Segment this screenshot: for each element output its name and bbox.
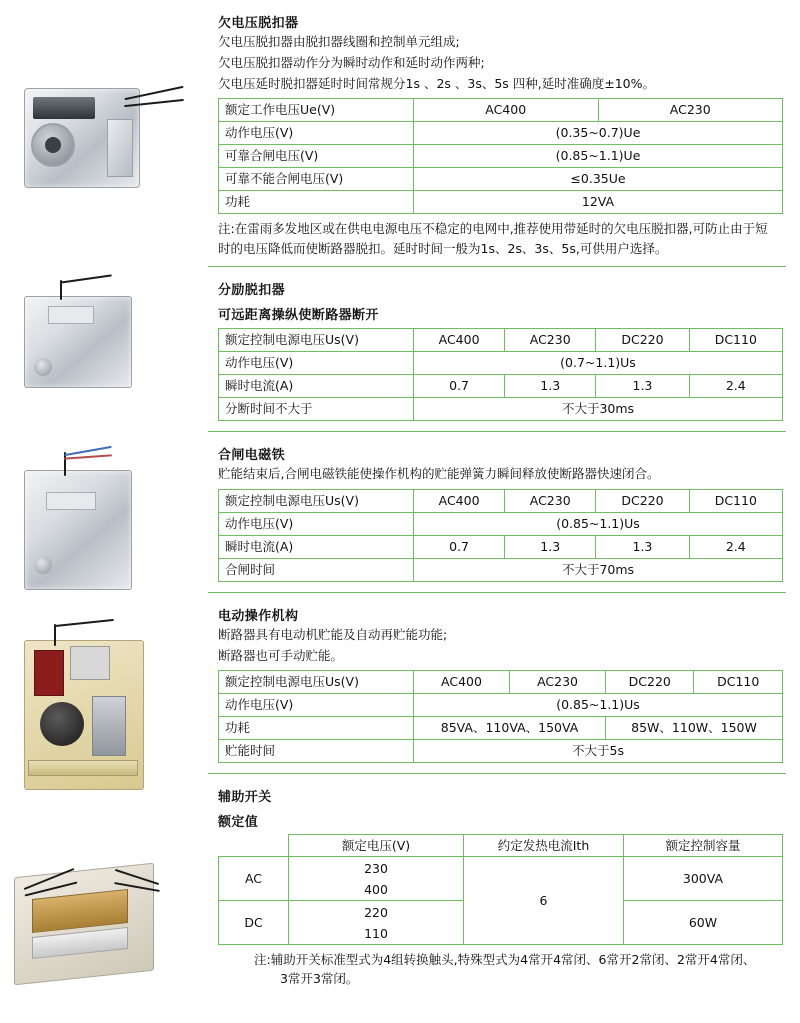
motor-operating-spec-table xyxy=(218,670,783,763)
section-heading: 电动操作机构 xyxy=(218,608,299,624)
table-row xyxy=(219,558,783,581)
table-row xyxy=(219,398,783,421)
row-value: (0.85~1.1)Us xyxy=(414,694,783,717)
column-header: DC110 xyxy=(694,671,783,694)
table-row xyxy=(219,168,783,191)
row-value: AC230 xyxy=(598,99,783,122)
row-label: 合闸时间 xyxy=(219,558,414,581)
row-label: 可靠不能合闸电压(V) xyxy=(219,168,414,191)
row-label: AC xyxy=(219,857,289,901)
section-heading: 欠电压脱扣器 xyxy=(218,16,299,31)
section-heading: 合闸电磁铁 xyxy=(218,448,286,463)
photo-shunt-release xyxy=(24,296,132,388)
auxiliary-note xyxy=(254,951,782,989)
section-note: 注:在雷雨多发地区或在供电电源电压不稳定的电网中,推荐使用带延时的欠电压脱扣器,可防止由于短时的电压降低而使断路器脱扣。延时时间一般为1s、2s、3s、5s,可供用户选择。 xyxy=(218,221,768,256)
table-row xyxy=(219,329,783,352)
table-row xyxy=(219,835,783,857)
row-value: 不大于5s xyxy=(414,740,783,763)
section-motor-operating-mechanism xyxy=(198,593,800,774)
photo-closing-electromagnet xyxy=(24,470,132,590)
section-subheading: 额定值 xyxy=(218,815,259,831)
table-row xyxy=(219,671,783,694)
row-label: 动作电压(V) xyxy=(219,694,414,717)
row-value: 1.3 xyxy=(596,535,689,558)
column-header: DC220 xyxy=(596,329,689,352)
table-row xyxy=(219,489,783,512)
section-line: 贮能结束后,合闸电磁铁能使操作机构的贮能弹簧力瞬间释放使断路器快速闭合。 xyxy=(218,466,660,481)
section-line: 断路器也可手动贮能。 xyxy=(218,647,344,663)
section-closing-electromagnet xyxy=(198,432,800,592)
column-header: AC400 xyxy=(414,671,510,694)
section-subheading: 可远距离操纵使断路器断开 xyxy=(218,308,379,323)
row-label: 可靠合闸电压(V) xyxy=(219,145,414,168)
section-auxiliary-switch xyxy=(198,774,800,995)
table-row xyxy=(219,99,783,122)
column-header: DC110 xyxy=(689,489,782,512)
section-undervoltage-release xyxy=(198,0,800,266)
column-header: DC110 xyxy=(689,329,782,352)
row-value: 230 xyxy=(289,857,464,879)
row-value: 2.4 xyxy=(689,535,782,558)
column-header: AC400 xyxy=(414,489,505,512)
auxiliary-switch-table xyxy=(218,834,783,945)
row-value: 1.3 xyxy=(505,535,596,558)
row-value: 0.7 xyxy=(414,375,505,398)
specifications-column xyxy=(198,0,800,1023)
undervoltage-spec-table xyxy=(218,98,783,214)
column-header: 额定控制容量 xyxy=(624,835,783,857)
photo-undervoltage-release xyxy=(24,88,140,188)
row-label: 贮能时间 xyxy=(219,740,414,763)
photo-auxiliary-switch xyxy=(14,870,154,978)
row-value: 0.7 xyxy=(414,535,505,558)
product-photo-column xyxy=(0,0,198,1023)
table-row xyxy=(219,145,783,168)
closing-electromagnet-spec-table xyxy=(218,489,783,582)
row-label: 额定控制电源电压Us(V) xyxy=(219,671,414,694)
corner-cell xyxy=(219,835,289,857)
column-header: AC230 xyxy=(505,329,596,352)
table-row xyxy=(219,740,783,763)
table-row xyxy=(219,857,783,879)
row-value: (0.7~1.1)Us xyxy=(414,352,783,375)
auxiliary-note-line2: 3常开3常闭。 xyxy=(280,971,359,986)
section-line: 断路器具有电动机贮能及自动再贮能功能; xyxy=(218,626,448,642)
table-row xyxy=(219,535,783,558)
row-value: (0.85~1.1)Us xyxy=(414,512,783,535)
row-value: (0.35~0.7)Ue xyxy=(414,122,783,145)
table-row xyxy=(219,191,783,214)
section-line: 欠电压脱扣器由脱扣器线圈和控制单元组成; xyxy=(218,34,460,49)
row-value: 220 xyxy=(289,901,464,923)
row-value: 1.3 xyxy=(596,375,689,398)
row-value: 不大于30ms xyxy=(414,398,783,421)
section-heading: 辅助开关 xyxy=(218,790,272,806)
table-row xyxy=(219,122,783,145)
section-line: 欠电压延时脱扣器延时时间常规分1s 、2s 、3s、5s 四种,延时准确度±10%。 xyxy=(218,75,656,91)
row-value: 1.3 xyxy=(505,375,596,398)
row-label: 瞬时电流(A) xyxy=(219,535,414,558)
row-value: 300VA xyxy=(624,857,783,901)
row-label: 额定控制电源电压Us(V) xyxy=(219,489,414,512)
row-label: 动作电压(V) xyxy=(219,122,414,145)
row-label: 额定工作电压Ue(V) xyxy=(219,99,414,122)
table-row xyxy=(219,352,783,375)
row-value: 不大于70ms xyxy=(414,558,783,581)
row-value: 400 xyxy=(289,879,464,901)
table-row xyxy=(219,717,783,740)
shunt-spec-table xyxy=(218,328,783,421)
column-header: 额定电压(V) xyxy=(289,835,464,857)
column-header: AC230 xyxy=(510,671,606,694)
auxiliary-note-line1: 注:辅助开关标准型式为4组转换触头,特殊型式为4常开4常闭、6常开2常闭、2常开4常闭、 xyxy=(254,952,756,968)
row-label: 功耗 xyxy=(219,717,414,740)
table-row xyxy=(219,512,783,535)
row-label: 分断时间不大于 xyxy=(219,398,414,421)
column-header: DC220 xyxy=(596,489,689,512)
column-header: AC230 xyxy=(505,489,596,512)
row-label: 额定控制电源电压Us(V) xyxy=(219,329,414,352)
row-value: 85W、110W、150W xyxy=(606,717,783,740)
row-value: 60W xyxy=(624,901,783,945)
row-label: 瞬时电流(A) xyxy=(219,375,414,398)
row-value: AC400 xyxy=(414,99,599,122)
section-line: 欠电压脱扣器动作分为瞬时动作和延时动作两种; xyxy=(218,54,485,70)
row-value: ≤0.35Ue xyxy=(414,168,783,191)
row-value: (0.85~1.1)Ue xyxy=(414,145,783,168)
row-value: 12VA xyxy=(414,191,783,214)
row-value: 2.4 xyxy=(689,375,782,398)
section-heading: 分励脱扣器 xyxy=(218,283,286,298)
row-label: DC xyxy=(219,901,289,945)
photo-motor-operating-mechanism xyxy=(24,640,144,790)
row-value: 85VA、110VA、150VA xyxy=(414,717,606,740)
table-row xyxy=(219,694,783,717)
row-value: 6 xyxy=(464,857,624,945)
row-value: 110 xyxy=(289,923,464,945)
row-label: 动作电压(V) xyxy=(219,512,414,535)
column-header: 约定发热电流Ith xyxy=(464,835,624,857)
row-label: 动作电压(V) xyxy=(219,352,414,375)
column-header: AC400 xyxy=(414,329,505,352)
row-label: 功耗 xyxy=(219,191,414,214)
table-row xyxy=(219,375,783,398)
section-shunt-release xyxy=(198,267,800,431)
column-header: DC220 xyxy=(606,671,694,694)
